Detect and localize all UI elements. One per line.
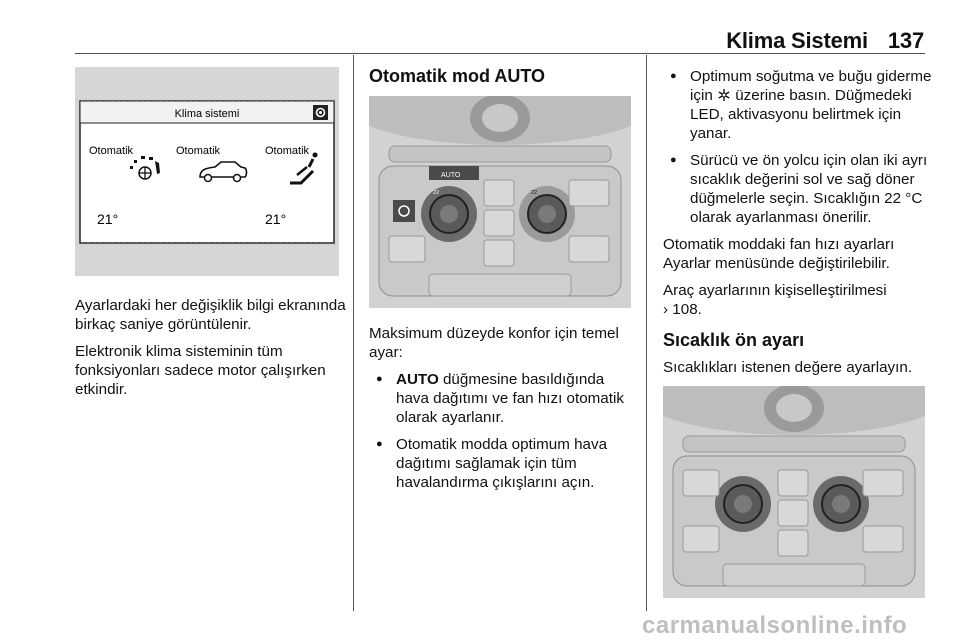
header-divider	[75, 53, 925, 54]
paragraph-engine-running: Elektronik klima sisteminin tüm fonksiyonları sadece motor çalışırken etkindir.	[75, 343, 326, 398]
bullet-cooling-pre: Optimum soğutma ve buğu giderme için	[690, 68, 932, 104]
paragraph-display-changes: Ayarlardaki her değişiklik bilgi ekranında birkaç saniye görüntülenir.	[75, 297, 346, 333]
bullet-cooling-post: üzerine basın. Düğmedeki LED, aktivasyonu belirtmek için yanar.	[690, 87, 912, 142]
panel-settings-button	[393, 200, 415, 222]
paragraph-fan-speed: Otomatik moddaki fan hızı ayarları Ayarlar menüsünde değiştirilebilir.	[663, 236, 895, 272]
panel-middle-button-2	[484, 210, 514, 236]
right-scale-22: 22	[531, 190, 538, 196]
mode-label-distribution: Otomatik	[176, 145, 221, 157]
column-1-text	[75, 296, 347, 407]
page-number: 137	[887, 28, 924, 53]
page-ref-arrow-icon: ›	[663, 301, 669, 318]
temp-left: 21°	[97, 211, 119, 227]
bullet-auto-text: düğmesine basıldığında hava dağıtımı ve fan hızı otomatik olarak ayarlanır.	[396, 371, 624, 426]
mode-label-seat: Otomatik	[265, 145, 310, 157]
climate-display-screen	[75, 67, 339, 276]
auto-keyword: AUTO	[396, 371, 439, 388]
heading-auto-mode: Otomatik mod AUTO	[369, 66, 546, 86]
climate-display-figure	[75, 67, 339, 276]
temp-right: 21°	[265, 211, 287, 227]
screen-title: Klima sistemi	[174, 108, 240, 120]
personalization-text: Araç ayarlarının kişiselleştirilmesi	[663, 282, 887, 299]
page-header	[726, 28, 924, 54]
cooling-bullet-list	[663, 67, 933, 227]
column-divider-2	[646, 55, 647, 611]
bullet-open-vents: ● Otomatik modda optimum hava dağıtımı sağlamak için tüm havalandırma çıkışlarını açın.	[369, 435, 639, 492]
settings-icon	[313, 105, 328, 120]
panel-middle-button-3	[484, 240, 514, 266]
control-panel-figure-1	[369, 96, 631, 308]
column-divider-1	[353, 55, 354, 611]
panel-auto-label: AUTO	[441, 172, 461, 179]
left-scale-22: 22	[433, 190, 440, 196]
bullet-auto-button	[369, 370, 639, 427]
heading-temperature-preset: Sıcaklık ön ayarı	[663, 330, 805, 350]
watermark: carmanualsonline.info	[642, 612, 908, 639]
paragraph-basic-setting: Maksimum düzeyde konfor için temel ayar:	[369, 325, 619, 361]
control-panel-drawing-1	[369, 96, 631, 308]
snowflake-icon	[717, 88, 731, 102]
panel-middle-button-1	[484, 180, 514, 206]
column-3-text	[663, 67, 933, 385]
page-ref: 108.	[672, 301, 702, 318]
auto-bullet-list	[369, 370, 639, 492]
paragraph-personalization	[663, 281, 933, 319]
control-panel-drawing-2	[663, 386, 925, 598]
bullet-temperature: ● Sürücü ve ön yolcu için olan iki ayrı sıcaklık değerini sol ve sağ döner düğmelerle seçin. Sıcaklığın 22 °C olarak ayarlanması önerilir.	[663, 151, 933, 227]
chapter-title: Klima Sistemi	[726, 28, 868, 53]
panel-right-button-1	[569, 180, 609, 206]
mode-label-fan: Otomatik	[89, 145, 134, 157]
control-panel-figure-2	[663, 386, 925, 598]
bullet-cooling	[663, 67, 933, 143]
paragraph-set-temperature: Sıcaklıkları istenen değere ayarlayın.	[663, 359, 913, 376]
column-2-text	[369, 324, 639, 500]
panel-right-button-2	[569, 236, 609, 262]
panel-left-button	[389, 236, 425, 262]
